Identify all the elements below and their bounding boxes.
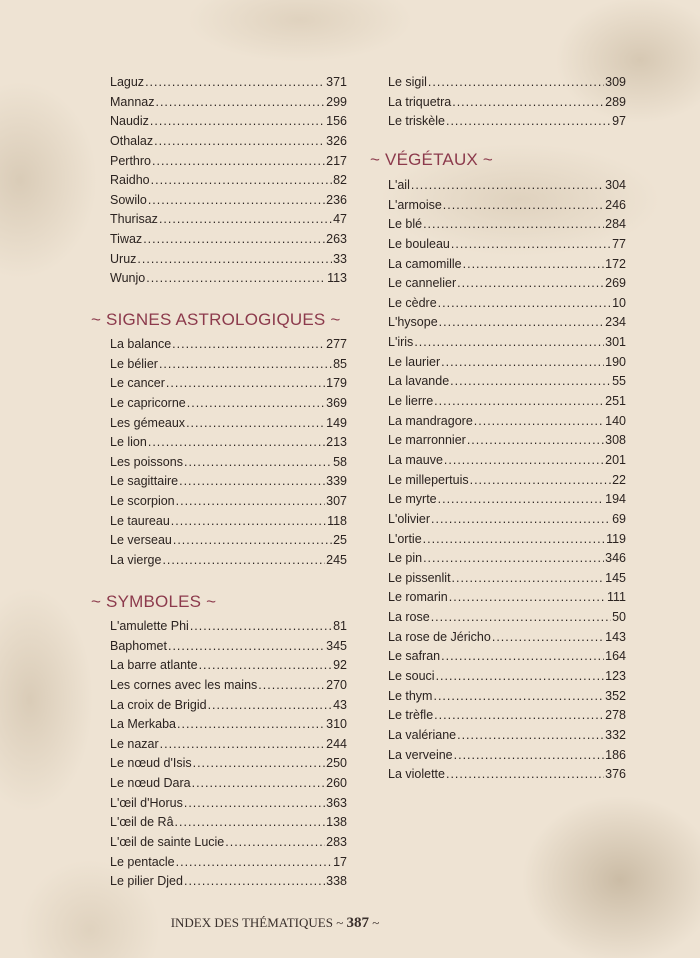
footer-label: INDEX DES THÉMATIQUES ~ (170, 915, 344, 930)
entry-page: 299 (326, 94, 347, 109)
entry-page: 332 (605, 727, 626, 742)
dot-leader (474, 412, 604, 432)
entry-name: La Merkaba (110, 717, 177, 732)
entry-name: L'œil d'Horus (110, 795, 183, 810)
entry-name: L'hysope (388, 315, 438, 330)
entry-page: 352 (605, 688, 626, 703)
index-entry (110, 394, 347, 414)
entry-page: 85 (333, 356, 347, 371)
index-entry (110, 833, 347, 853)
entry-page: 201 (605, 452, 626, 467)
entry-page: 140 (605, 413, 626, 428)
entry-page: 236 (326, 192, 347, 207)
entry-name: Le cancer (110, 376, 165, 391)
index-entry (110, 210, 347, 230)
dot-leader (143, 230, 325, 250)
dot-leader (423, 530, 605, 550)
dot-leader (451, 235, 611, 255)
index-entry (110, 813, 347, 833)
entry-name: Le nazar (110, 736, 159, 751)
dot-leader (454, 746, 605, 766)
footer-suffix: ~ (372, 915, 380, 930)
dot-leader (172, 335, 325, 355)
dot-leader (439, 313, 604, 333)
entry-page: 246 (605, 197, 626, 212)
entry-name: La rose de Jéricho (388, 629, 491, 644)
entry-page: 43 (333, 697, 347, 712)
entry-name: Le sigil (388, 75, 427, 89)
entry-name: L'ortie (388, 531, 422, 546)
dot-leader (190, 617, 332, 637)
entry-page: 81 (333, 619, 347, 633)
index-entry (110, 269, 347, 289)
entry-page: 213 (326, 435, 347, 450)
index-entry (110, 453, 347, 473)
index-entry (110, 132, 347, 152)
dot-leader (428, 73, 604, 93)
index-entry (388, 647, 626, 667)
entry-name: L'amulette Phi (110, 619, 189, 633)
entry-name: Le pissenlit (388, 570, 451, 585)
dot-leader (184, 453, 332, 473)
entry-page: 172 (605, 256, 626, 271)
entry-page: 119 (606, 531, 626, 546)
index-entry (388, 451, 626, 471)
entry-name: Naudiz (110, 114, 149, 129)
index-entry (110, 230, 347, 250)
entry-page: 92 (333, 658, 347, 673)
entry-name: Thurisaz (110, 212, 158, 227)
index-entry (388, 746, 626, 766)
entry-page: 143 (605, 629, 626, 644)
index-entry (110, 676, 347, 696)
entry-page: 339 (326, 474, 347, 489)
dot-leader (446, 765, 604, 785)
symboles-continued-list (388, 73, 626, 132)
entry-page: 269 (605, 276, 626, 291)
index-entry (388, 93, 626, 113)
dot-leader (160, 735, 325, 755)
entry-name: Laguz (110, 75, 145, 89)
entry-page: 244 (326, 736, 347, 751)
index-entry (388, 510, 626, 530)
entry-name: Le trèfle (388, 708, 434, 723)
entry-name: Le myrte (388, 492, 437, 507)
dot-leader (151, 171, 332, 191)
entry-name: Le pilier Djed (110, 874, 183, 889)
index-entry (110, 73, 347, 93)
index-entry (110, 335, 347, 355)
entry-name: La triquetra (388, 94, 452, 109)
dot-leader (148, 433, 325, 453)
index-entry (110, 853, 347, 873)
entry-name: Le bouleau (388, 236, 450, 251)
dot-leader (173, 531, 332, 551)
dot-leader (208, 696, 333, 716)
entry-page: 22 (612, 472, 626, 487)
entry-name: La rose (388, 610, 430, 625)
section-heading-symboles: ~ SYMBOLES ~ (91, 592, 217, 611)
index-entry (110, 872, 347, 892)
dot-leader (179, 472, 325, 492)
index-entry (388, 333, 626, 353)
entry-name: Le pentacle (110, 854, 175, 869)
dot-leader (168, 637, 325, 657)
entry-name: La lavande (388, 374, 450, 389)
dot-leader (155, 93, 325, 113)
entry-page: 82 (333, 173, 347, 188)
entry-name: Le millepertuis (388, 472, 469, 487)
dot-leader (152, 152, 325, 172)
entry-name: Uruz (110, 251, 137, 266)
index-entry (110, 637, 347, 657)
index-entry (388, 588, 626, 608)
index-entry (388, 235, 626, 255)
entry-page: 123 (605, 669, 626, 684)
entry-page: 111 (606, 590, 626, 605)
entry-page: 326 (326, 133, 347, 148)
dot-leader (431, 608, 611, 628)
dot-leader (225, 833, 325, 853)
dot-leader (452, 569, 605, 589)
index-entry (388, 112, 626, 132)
entry-name: L'ail (388, 178, 410, 192)
entry-page: 69 (612, 511, 626, 526)
index-entry (388, 431, 626, 451)
entry-page: 194 (605, 492, 626, 507)
entry-name: Baphomet (110, 638, 167, 653)
entry-name: La barre atlante (110, 658, 198, 673)
index-entry (110, 191, 347, 211)
dot-leader (441, 647, 604, 667)
dot-leader (137, 250, 332, 270)
entry-name: La vierge (110, 553, 162, 568)
entry-name: L'armoise (388, 197, 442, 212)
dot-leader (444, 451, 604, 471)
index-entry (110, 754, 347, 774)
entry-name: La balance (110, 337, 172, 351)
section-heading-signes: ~ SIGNES ASTROLOGIQUES ~ (91, 310, 341, 329)
index-entry (110, 492, 347, 512)
entry-page: 263 (326, 232, 347, 247)
entry-page: 50 (612, 610, 626, 625)
index-entry (110, 250, 347, 270)
dot-leader (470, 471, 612, 491)
entry-page: 278 (605, 708, 626, 723)
index-entry (110, 774, 347, 794)
entry-page: 33 (333, 251, 347, 266)
index-entry (388, 372, 626, 392)
dot-leader (423, 215, 604, 235)
index-entry (110, 531, 347, 551)
entry-name: Les poissons (110, 454, 183, 469)
section-heading-vegetaux: ~ VÉGÉTAUX ~ (370, 150, 494, 169)
entry-page: 17 (333, 854, 347, 869)
dot-leader (431, 510, 611, 530)
dot-leader (438, 294, 611, 314)
entry-name: La camomille (388, 256, 462, 271)
entry-name: Les gémeaux (110, 415, 186, 430)
index-entry (388, 569, 626, 589)
index-entry (110, 656, 347, 676)
index-entry (388, 313, 626, 333)
entry-page: 376 (605, 767, 626, 782)
entry-name: Le cannelier (388, 276, 457, 291)
index-entry (388, 549, 626, 569)
entry-page: 186 (605, 747, 626, 762)
entry-name: Wunjo (110, 271, 146, 286)
index-entry (110, 374, 347, 394)
entry-page: 363 (326, 795, 347, 810)
dot-leader (166, 374, 325, 394)
index-entry (388, 726, 626, 746)
entry-name: L'iris (388, 335, 414, 350)
dot-leader (150, 112, 325, 132)
index-entry (388, 490, 626, 510)
dot-leader (258, 676, 325, 696)
entry-page: 346 (605, 551, 626, 566)
index-entry (110, 171, 347, 191)
entry-name: Le nœud d'Isis (110, 756, 192, 771)
entry-name: Le bélier (110, 356, 158, 371)
entry-name: Le safran (388, 649, 441, 664)
entry-name: Les cornes avec les mains (110, 677, 258, 692)
dot-leader (176, 492, 326, 512)
entry-page: 309 (605, 75, 626, 89)
index-entry (110, 414, 347, 434)
index-entry (388, 196, 626, 216)
entry-page: 25 (333, 533, 347, 548)
dot-leader (159, 210, 332, 230)
dot-leader (154, 132, 325, 152)
entry-page: 113 (327, 271, 347, 286)
entry-page: 308 (605, 433, 626, 448)
entry-name: Le lion (110, 435, 147, 450)
entry-name: Le nœud Dara (110, 776, 191, 791)
entry-name: Le verseau (110, 533, 172, 548)
entry-name: Sowilo (110, 192, 147, 207)
entry-name: Le marronnier (388, 433, 466, 448)
dot-leader (457, 274, 604, 294)
dot-leader (443, 196, 604, 216)
dot-leader (184, 872, 325, 892)
index-entry (110, 715, 347, 735)
index-entry (388, 412, 626, 432)
dot-leader (199, 656, 333, 676)
index-entry (110, 112, 347, 132)
entry-page: 138 (326, 815, 347, 830)
index-entry (110, 152, 347, 172)
entry-name: Le romarin (388, 590, 448, 605)
dot-leader (171, 512, 326, 532)
entry-name: Le laurier (388, 354, 441, 369)
entry-page: 338 (326, 874, 347, 889)
entry-name: Mannaz (110, 94, 155, 109)
index-entry (388, 628, 626, 648)
entry-name: Tiwaz (110, 232, 143, 247)
dot-leader (446, 112, 611, 132)
vegetaux-list (388, 176, 626, 785)
entry-page: 145 (605, 570, 626, 585)
dot-leader (187, 394, 325, 414)
page-number: 387 (346, 915, 369, 931)
index-entry (110, 696, 347, 716)
runes-list (110, 73, 347, 289)
entry-page: 260 (326, 776, 347, 791)
entry-name: La valériane (388, 727, 457, 742)
entry-name: La verveine (388, 747, 453, 762)
entry-page: 304 (605, 178, 626, 192)
entry-name: La violette (388, 767, 445, 782)
index-entry (110, 355, 347, 375)
astro-list (110, 335, 347, 571)
entry-name: La mauve (388, 452, 443, 467)
dot-leader (438, 490, 605, 510)
index-entry (388, 530, 626, 550)
index-entry (388, 73, 626, 93)
dot-leader (441, 353, 604, 373)
index-entry (388, 765, 626, 785)
dot-leader (467, 431, 604, 451)
dot-leader (436, 667, 605, 687)
dot-leader (145, 73, 325, 93)
dot-leader (423, 549, 604, 569)
index-entry (388, 392, 626, 412)
dot-leader (186, 414, 325, 434)
dot-leader (449, 588, 606, 608)
entry-page: 251 (605, 394, 626, 409)
entry-name: Le scorpion (110, 494, 175, 509)
entry-page: 55 (612, 374, 626, 389)
index-entry (388, 353, 626, 373)
index-entry (110, 794, 347, 814)
entry-page: 289 (605, 94, 626, 109)
entry-page: 250 (326, 756, 347, 771)
symboles-list (110, 617, 347, 892)
index-entry (388, 176, 626, 196)
dot-leader (193, 754, 326, 774)
dot-leader (176, 853, 332, 873)
index-entry (388, 687, 626, 707)
index-entry (388, 608, 626, 628)
index-entry (388, 294, 626, 314)
entry-name: L'olivier (388, 511, 430, 526)
dot-leader (492, 628, 604, 648)
entry-page: 284 (605, 217, 626, 232)
entry-page: 307 (326, 494, 347, 509)
entry-page: 190 (605, 354, 626, 369)
index-entry (388, 471, 626, 491)
entry-name: Le pin (388, 551, 423, 566)
index-entry (110, 617, 347, 637)
entry-name: Le thym (388, 688, 433, 703)
entry-name: Le taureau (110, 513, 170, 528)
index-entry (388, 706, 626, 726)
entry-page: 77 (612, 236, 626, 251)
dot-leader (463, 255, 605, 275)
index-entry (110, 433, 347, 453)
entry-name: Raidho (110, 173, 150, 188)
index-entry (110, 551, 347, 571)
dot-leader (184, 794, 325, 814)
dot-leader (148, 191, 325, 211)
index-entry (110, 512, 347, 532)
entry-page: 301 (605, 335, 626, 350)
dot-leader (411, 176, 604, 196)
dot-leader (457, 726, 604, 746)
entry-page: 245 (326, 553, 347, 568)
index-entry (110, 93, 347, 113)
index-entry (388, 274, 626, 294)
entry-page: 47 (333, 212, 347, 227)
page-footer (0, 915, 550, 932)
entry-page: 97 (612, 114, 626, 129)
entry-name: La mandragore (388, 413, 473, 428)
entry-page: 118 (327, 513, 347, 528)
dot-leader (177, 715, 325, 735)
entry-page: 58 (333, 454, 347, 469)
entry-name: Le capricorne (110, 395, 186, 410)
dot-leader (450, 372, 611, 392)
entry-page: 270 (326, 677, 347, 692)
entry-page: 283 (326, 835, 347, 850)
entry-name: Le triskèle (388, 114, 445, 129)
entry-name: Le sagittaire (110, 474, 179, 489)
dot-leader (433, 687, 604, 707)
entry-page: 310 (326, 717, 347, 732)
dot-leader (162, 551, 325, 571)
entry-page: 371 (326, 75, 347, 89)
entry-name: Othalaz (110, 133, 154, 148)
entry-name: Perthro (110, 153, 151, 168)
dot-leader (434, 392, 604, 412)
entry-name: Le blé (388, 217, 423, 232)
entry-name: L'œil de sainte Lucie (110, 835, 225, 850)
entry-page: 10 (612, 295, 626, 310)
entry-page: 369 (326, 395, 347, 410)
index-entry (110, 735, 347, 755)
index-entry (388, 215, 626, 235)
entry-name: Le cèdre (388, 295, 437, 310)
dot-leader (192, 774, 326, 794)
entry-page: 345 (326, 638, 347, 653)
entry-name: Le souci (388, 669, 435, 684)
index-entry (388, 255, 626, 275)
entry-page: 164 (605, 649, 626, 664)
entry-page: 277 (326, 337, 347, 351)
entry-name: L'œil de Râ (110, 815, 174, 830)
entry-page: 179 (326, 376, 347, 391)
entry-page: 149 (326, 415, 347, 430)
entry-name: Le lierre (388, 394, 434, 409)
dot-leader (434, 706, 604, 726)
index-entry (388, 667, 626, 687)
entry-page: 217 (326, 153, 347, 168)
dot-leader (414, 333, 604, 353)
dot-leader (175, 813, 326, 833)
entry-page: 234 (605, 315, 626, 330)
dot-leader (159, 355, 332, 375)
index-entry (110, 472, 347, 492)
dot-leader (146, 269, 326, 289)
entry-name: La croix de Brigid (110, 697, 207, 712)
dot-leader (452, 93, 604, 113)
entry-page: 156 (326, 114, 347, 129)
